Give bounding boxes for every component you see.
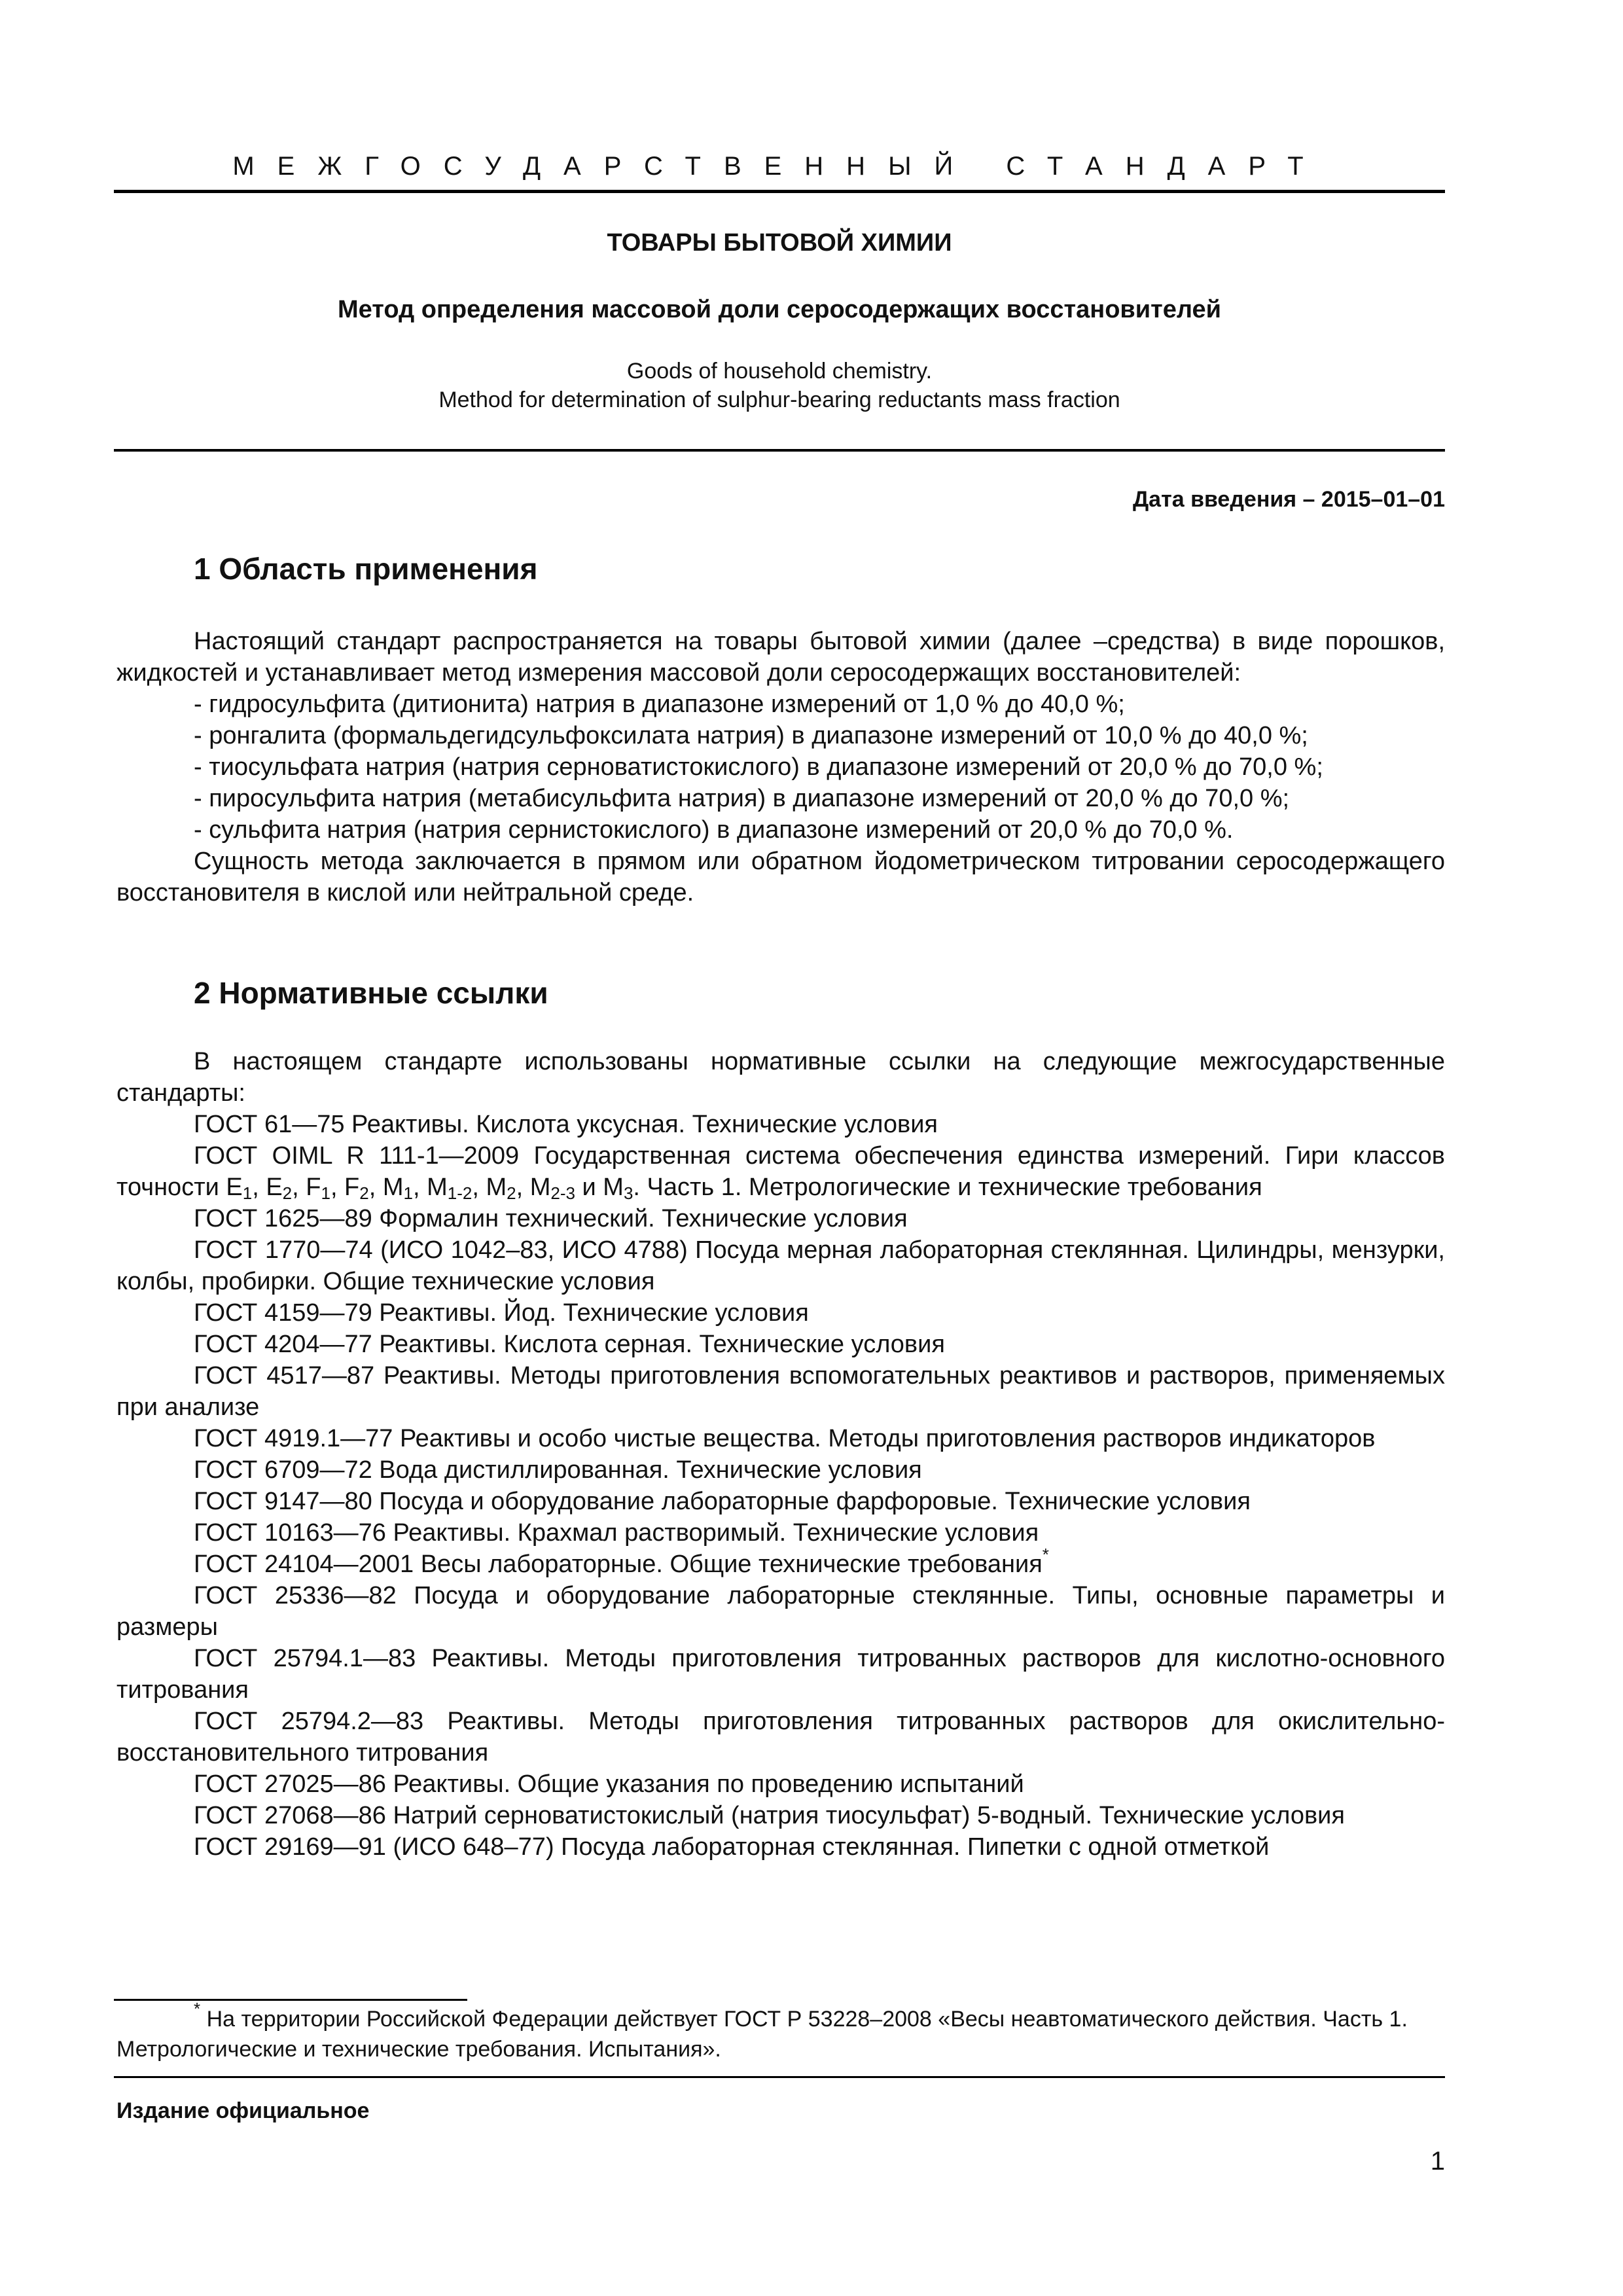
footnote-marker: *: [1042, 1545, 1049, 1564]
section-2-heading: 2 Нормативные ссылки: [194, 976, 548, 1010]
english-title-line-2: Method for determination of sulphur-bearing reductants mass fraction: [438, 387, 1120, 412]
footnote: [116, 1999, 1445, 2064]
section-2-body: [116, 1046, 1445, 1863]
reference-item: ГОСТ 25794.2—83 Реактивы. Методы приготовления титрованных растворов для окислительно-восстановительного титрования: [116, 1708, 1445, 1767]
standard-type-header: МЕЖГОСУДАРСТВЕННЫЙ СТАНДАРТ: [232, 152, 1327, 181]
scope-item: - пиросульфита натрия (метабисульфита натрия) в диапазоне измерений от 20,0 % до 70,0 %;: [194, 785, 1290, 812]
reference-item: ГОСТ 27068—86 Натрий серноватистокислый (натрия тиосульфат) 5-водный. Технические условия: [194, 1802, 1345, 1829]
reference-item: ГОСТ 4517—87 Реактивы. Методы приготовления вспомогательных реактивов и растворов, применяемых при анализе: [116, 1362, 1445, 1421]
reference-item: ГОСТ OIML R 111-1—2009 Государственная система обеспечения единства измерений. Гири классов точности $E_1$, $E_2$, $F_1$, $F_2$, $M_1$, $M_{1-2}$, $M_2$, $M_{2-3}$ и $M_3$. Часть 1. Метрологические и технические требования: [116, 1142, 1445, 1203]
reference-item: ГОСТ 61—75 Реактивы. Кислота уксусная. Технические условия: [194, 1111, 938, 1138]
section-1-body: [116, 626, 1445, 908]
header-rule: [114, 190, 1445, 193]
footnote-text: На территории Российской Федерации действует ГОСТ Р 53228–2008 «Весы неавтоматического действия. Часть 1. Метрологические и технические требования. Испытания».: [116, 2007, 1408, 2062]
method-essence: Сущность метода заключается в прямом или обратном йодометрическом титровании серосодержащего восстановителя в кислой или нейтральной среде.: [116, 848, 1445, 906]
reference-item: ГОСТ 29169—91 (ИСО 648–77) Посуда лабораторная стеклянная. Пипетки с одной отметкой: [194, 1833, 1270, 1861]
reference-item: ГОСТ 1625—89 Формалин технический. Технические условия: [194, 1205, 908, 1232]
english-title-line-1: Goods of household chemistry.: [626, 359, 933, 384]
page-number: 1: [1430, 2147, 1445, 2176]
reference-item: ГОСТ 4159—79 Реактивы. Йод. Технические условия: [194, 1299, 809, 1327]
title-block-rule: [114, 449, 1445, 452]
section-1-intro: Настоящий стандарт распространяется на товары бытовой химии (далее –средства) в виде порошков, жидкостей и устанавливает метод измерения массовой доли серосодержащих восстановителей:: [116, 628, 1445, 687]
footnote-marker: *: [194, 1999, 201, 2018]
reference-item: ГОСТ 27025—86 Реактивы. Общие указания по проведению испытаний: [194, 1770, 1024, 1798]
reference-item: ГОСТ 9147—80 Посуда и оборудование лабораторные фарфоровые. Технические условия: [194, 1488, 1251, 1515]
reference-item: ГОСТ 24104—2001 Весы лабораторные. Общие технические требования*: [194, 1545, 1049, 1578]
scope-item: - сульфита натрия (натрия сернистокислого) в диапазоне измерений от 20,0 % до 70,0 %.: [194, 816, 1234, 844]
reference-item: ГОСТ 6709—72 Вода дистиллированная. Технические условия: [194, 1456, 922, 1484]
reference-item: ГОСТ 1770—74 (ИСО 1042–83, ИСО 4788) Посуда мерная лабораторная стеклянная. Цилиндры, мензурки, колбы, пробирки. Общие технические условия: [116, 1236, 1445, 1295]
reference-item: ГОСТ 25336—82 Посуда и оборудование лабораторные стеклянные. Типы, основные параметры и размеры: [116, 1582, 1445, 1641]
scope-item: - гидросульфита (дитионита) натрия в диапазоне измерений от 1,0 % до 40,0 %;: [194, 691, 1125, 718]
footnote-separator: [114, 1999, 467, 2001]
official-edition-label: Издание официальное: [116, 2098, 370, 2123]
bottom-rule: [114, 2076, 1445, 2078]
scope-item: - тиосульфата натрия (натрия серноватистокислого) в диапазоне измерений от 20,0 % до 70,0 %;: [194, 753, 1323, 781]
document-title: ТОВАРЫ БЫТОВОЙ ХИМИИ: [607, 229, 952, 257]
reference-item: ГОСТ 4204—77 Реактивы. Кислота серная. Технические условия: [194, 1331, 945, 1358]
section-2-intro: В настоящем стандарте использованы нормативные ссылки на следующие межгосударственные стандарты:: [116, 1048, 1445, 1107]
introduction-date: Дата введения – 2015–01–01: [1132, 487, 1445, 512]
reference-item: ГОСТ 10163—76 Реактивы. Крахмал растворимый. Технические условия: [194, 1519, 1039, 1547]
section-1-heading: 1 Область применения: [194, 552, 538, 586]
reference-item: ГОСТ 4919.1—77 Реактивы и особо чистые вещества. Методы приготовления растворов индикаторов: [194, 1425, 1376, 1452]
document-subtitle: Метод определения массовой доли серосодержащих восстановителей: [337, 296, 1222, 323]
scope-item: - ронгалита (формальдегидсульфоксилата натрия) в диапазоне измерений от 10,0 % до 40,0 %;: [194, 722, 1308, 749]
reference-item: ГОСТ 25794.1—83 Реактивы. Методы приготовления титрованных растворов для кислотно-основного титрования: [116, 1645, 1445, 1704]
